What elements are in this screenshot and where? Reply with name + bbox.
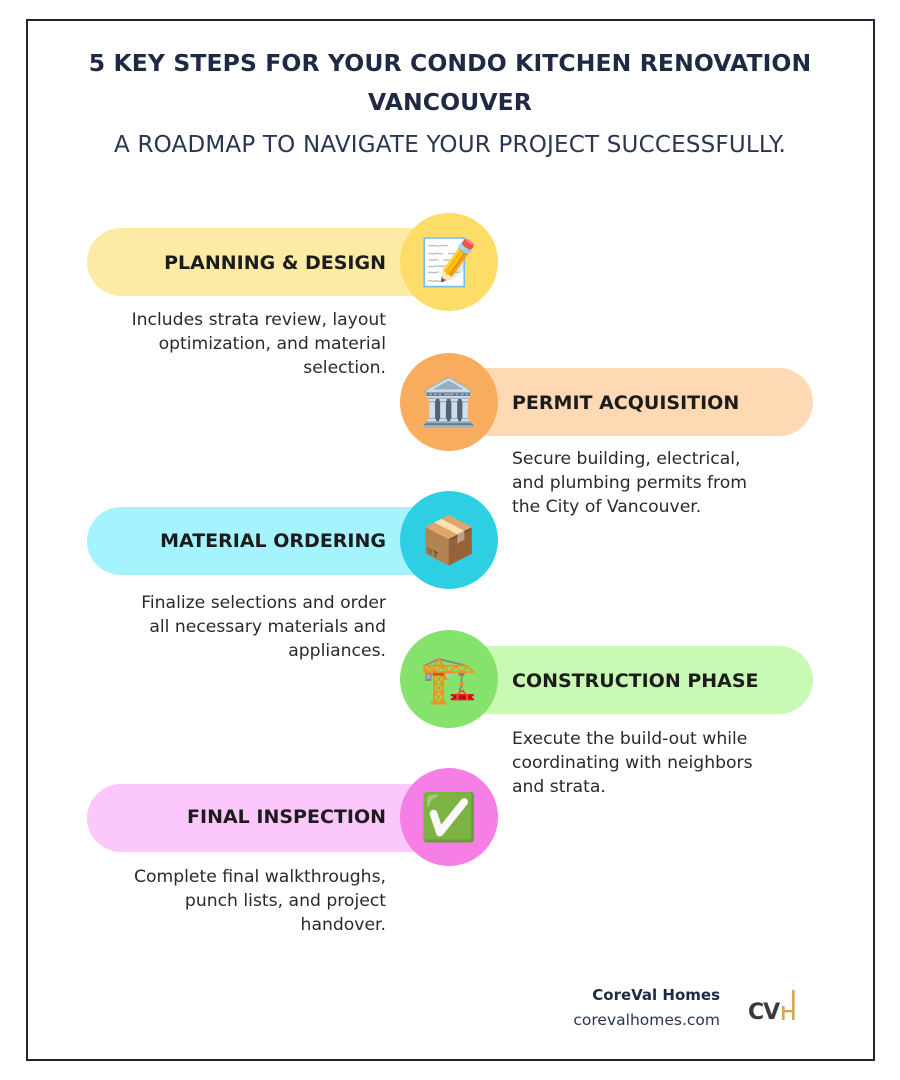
step-4-description	[512, 727, 802, 799]
page-subtitle: A ROADMAP TO NAVIGATE YOUR PROJECT SUCCESSFULLY.	[114, 132, 786, 158]
step-1-description-line: optimization, and material	[158, 334, 386, 354]
step-3-title: MATERIAL ORDERING	[160, 530, 386, 552]
check-mark-button-icon: ✅	[420, 790, 478, 844]
step-2-description-line: the City of Vancouver.	[512, 497, 702, 517]
company-name: CoreVal Homes	[592, 986, 720, 1004]
step-3-description	[96, 591, 386, 663]
step-2-description-line: and plumbing permits from	[512, 473, 747, 493]
construction-crane-icon: 🏗️	[420, 652, 478, 706]
step-5-description-line: handover.	[300, 915, 386, 935]
cvh-logo-icon	[748, 988, 798, 1024]
company-logo	[748, 988, 798, 1024]
step-1-circle	[400, 213, 498, 311]
step-4-title: CONSTRUCTION PHASE	[512, 670, 759, 692]
memo-pencil-icon: 📝	[420, 235, 478, 289]
step-4-circle	[400, 630, 498, 728]
step-2-circle	[400, 353, 498, 451]
step-1-description-line: selection.	[303, 358, 386, 378]
page-title-line-2: VANCOUVER	[368, 88, 532, 116]
step-2-description	[512, 447, 802, 519]
step-3-description-line: all necessary materials and	[149, 617, 386, 637]
step-1-description-line: Includes strata review, layout	[131, 310, 386, 330]
step-3-description-line: Finalize selections and order	[141, 593, 386, 613]
classical-building-icon: 🏛️	[420, 375, 478, 429]
step-5-description	[96, 865, 386, 937]
page-title-line-1: 5 KEY STEPS FOR YOUR CONDO KITCHEN RENOVATION	[88, 49, 812, 77]
step-1-description	[96, 308, 386, 380]
company-url: corevalhomes.com	[573, 1011, 720, 1029]
step-5-circle	[400, 768, 498, 866]
step-4-description-line: and strata.	[512, 777, 606, 797]
step-5-title: FINAL INSPECTION	[187, 806, 386, 828]
step-4-description-line: Execute the build-out while	[512, 729, 748, 749]
step-4-description-line: coordinating with neighbors	[512, 753, 753, 773]
svg-text:CV: CV	[748, 1000, 780, 1024]
step-3-description-line: appliances.	[288, 641, 386, 661]
step-2-title: PERMIT ACQUISITION	[512, 392, 740, 414]
step-2-description-line: Secure building, electrical,	[512, 449, 741, 469]
step-3-circle	[400, 491, 498, 589]
step-5-description-line: punch lists, and project	[184, 891, 386, 911]
step-5-description-line: Complete final walkthroughs,	[133, 867, 386, 887]
package-box-icon: 📦	[420, 513, 478, 567]
step-1-title: PLANNING & DESIGN	[164, 252, 386, 274]
